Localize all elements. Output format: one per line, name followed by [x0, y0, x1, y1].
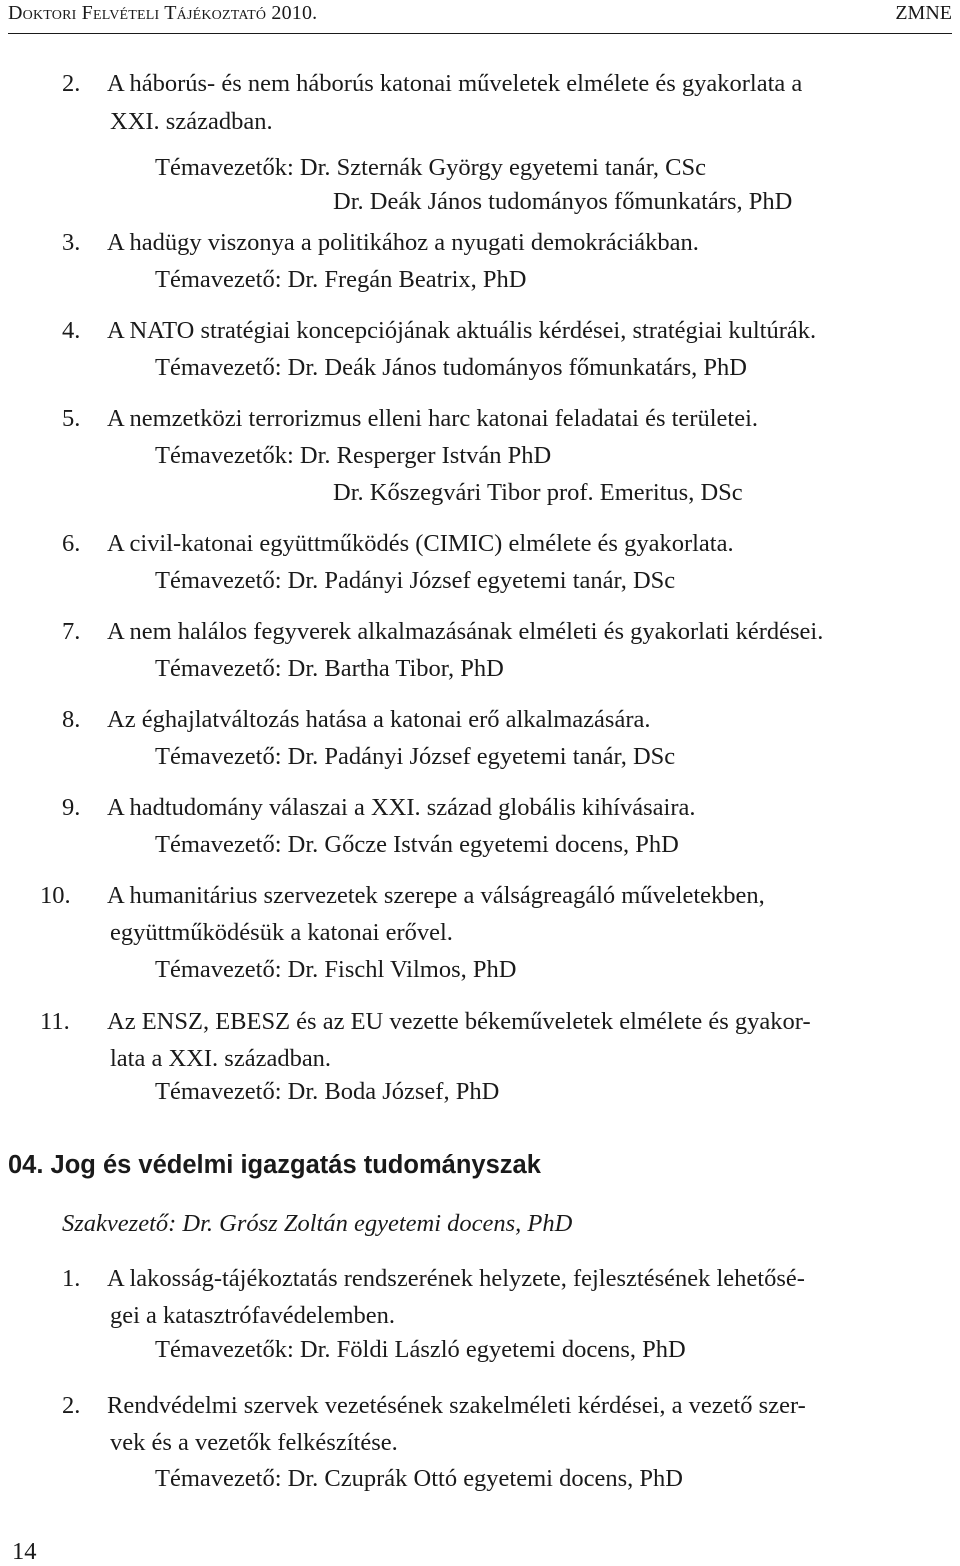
- topic-title-line: együttműködésük a katonai erővel.: [110, 919, 453, 946]
- topic-title-line: vek és a vezetők felkészítése.: [110, 1429, 398, 1456]
- item-number: 2.: [62, 70, 81, 97]
- topic-title-line: Rendvédelmi szervek vezetésének szakelméleti kérdései, a vezető szer-: [107, 1392, 806, 1419]
- item-number: 9.: [62, 794, 81, 821]
- supervisor-line: Témavezető: Dr. Fregán Beatrix, PhD: [155, 266, 527, 293]
- supervisor-line: Témavezető: Dr. Czuprák Ottó egyetemi docens, PhD: [155, 1465, 683, 1492]
- header-title: Doktori Felvételi Tájékoztató 2010.: [8, 2, 318, 24]
- item-number: 6.: [62, 530, 81, 557]
- supervisor-line: Témavezető: Dr. Deák János tudományos főmunkatárs, PhD: [155, 354, 747, 381]
- supervisor-line: Témavezetők: Dr. Földi László egyetemi docens, PhD: [155, 1336, 686, 1363]
- item-number: 10.: [40, 882, 71, 909]
- item-number: 3.: [62, 229, 81, 256]
- item-number: 8.: [62, 706, 81, 733]
- supervisor-line: Témavezető: Dr. Bartha Tibor, PhD: [155, 655, 504, 682]
- header-institution: ZMNE: [895, 2, 952, 24]
- topic-title-line: A hadügy viszonya a politikához a nyugati demokráciákban.: [107, 229, 699, 256]
- topic-title-line: lata a XXI. században.: [110, 1045, 332, 1072]
- supervisor-line: Témavezető: Dr. Boda József, PhD: [155, 1078, 500, 1105]
- item-number: 5.: [62, 405, 81, 432]
- topic-title-line: Az ENSZ, EBESZ és az EU vezette békeműveletek elmélete és gyakor-: [107, 1008, 811, 1035]
- topic-title-line: A humanitárius szervezetek szerepe a válságreagáló műveletekben,: [107, 882, 765, 909]
- supervisor-line: Témavezetők: Dr. Resperger István PhD: [155, 442, 552, 469]
- supervisor-line: Témavezető: Dr. Gőcze István egyetemi docens, PhD: [155, 831, 679, 858]
- section-head: Szakvezető: Dr. Grósz Zoltán egyetemi docens, PhD: [62, 1210, 573, 1237]
- supervisor-line: Témavezető: Dr. Padányi József egyetemi tanár, DSc: [155, 567, 676, 594]
- topic-title-line: A NATO stratégiai koncepciójának aktuális kérdései, stratégiai kultúrák.: [107, 317, 817, 344]
- item-number: 7.: [62, 618, 81, 645]
- topic-title-line: A lakosság-tájékoztatás rendszerének helyzete, fejlesztésének lehetősé-: [107, 1265, 805, 1292]
- item-number: 4.: [62, 317, 81, 344]
- topic-title-line: gei a katasztrófavédelemben.: [110, 1302, 396, 1329]
- supervisor-line: Dr. Deák János tudományos főmunkatárs, PhD: [333, 188, 793, 215]
- topic-title-line: A háborús- és nem háborús katonai műveletek elmélete és gyakorlata a: [107, 70, 803, 97]
- item-number: 11.: [40, 1008, 70, 1035]
- topic-title-line: A civil-katonai együttműködés (CIMIC) elmélete és gyakorlata.: [107, 530, 734, 557]
- item-number: 2.: [62, 1392, 81, 1419]
- topic-title-line: A hadtudomány válaszai a XXI. század globális kihívásaira.: [107, 794, 696, 821]
- topic-title-line: Az éghajlatváltozás hatása a katonai erő alkalmazására.: [107, 706, 651, 733]
- item-number: 1.: [62, 1265, 81, 1292]
- supervisor-line: Témavezető: Dr. Fischl Vilmos, PhD: [155, 956, 517, 983]
- page-number: 14: [12, 1538, 37, 1565]
- topic-title-line: A nem halálos fegyverek alkalmazásának elméleti és gyakorlati kérdései.: [107, 618, 824, 645]
- supervisor-line: Témavezetők: Dr. Szternák György egyetemi tanár, CSc: [155, 154, 706, 181]
- topic-title-line: A nemzetközi terrorizmus elleni harc katonai feladatai és területei.: [107, 405, 758, 432]
- header-rule: [8, 33, 952, 34]
- topic-title-line: XXI. században.: [110, 108, 273, 135]
- supervisor-line: Témavezető: Dr. Padányi József egyetemi tanár, DSc: [155, 743, 676, 770]
- supervisor-line: Dr. Kőszegvári Tibor prof. Emeritus, DSc: [333, 479, 743, 506]
- section-title: 04. Jog és védelmi igazgatás tudományszak: [8, 1151, 541, 1179]
- running-header: [8, 0, 952, 34]
